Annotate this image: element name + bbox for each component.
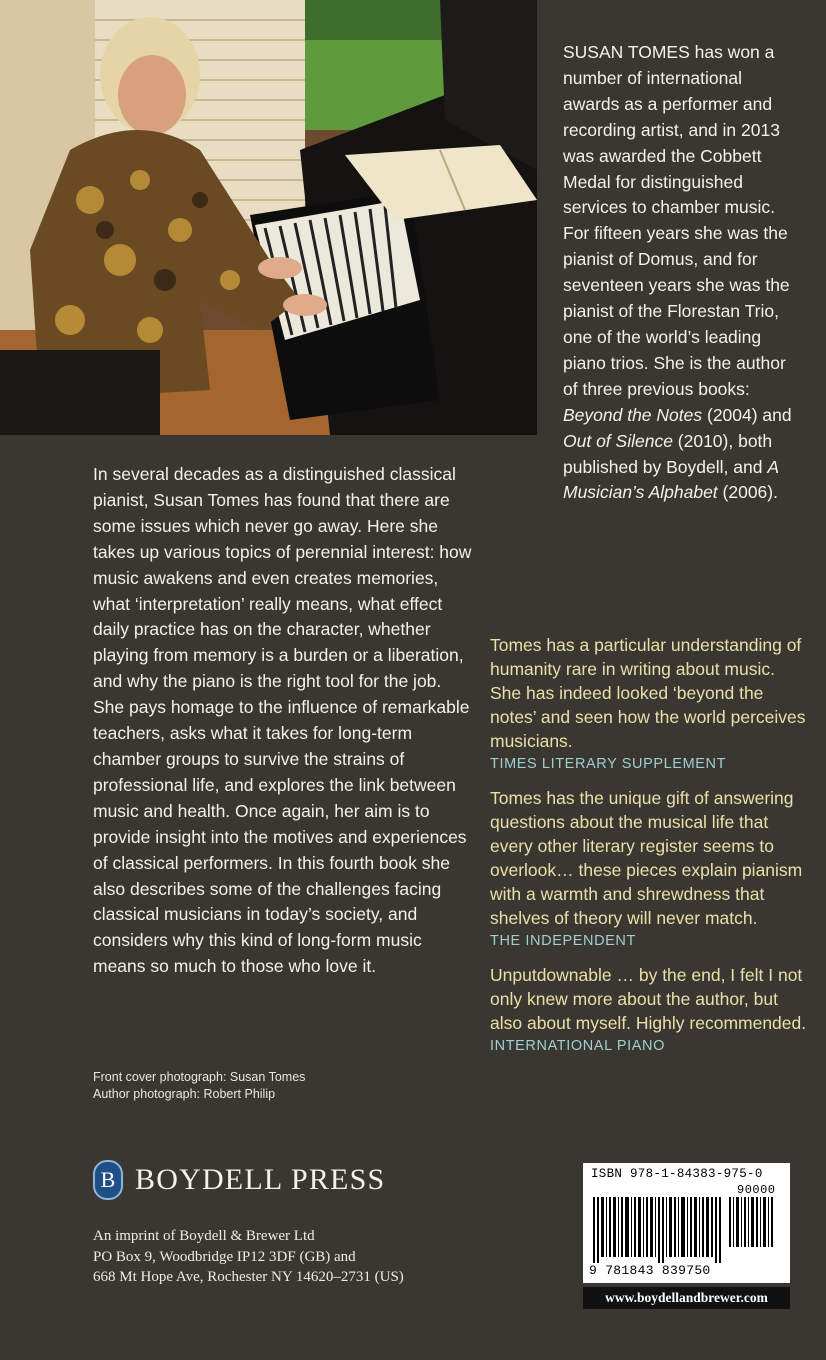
book-blurb: [93, 462, 473, 980]
book-title: Beyond the Notes: [563, 404, 703, 425]
author-bio: [563, 40, 803, 506]
quote-source: THE INDEPENDENT: [490, 933, 636, 949]
bio-text-part: SUSAN TOMES has won a number of international awards as a performer and recording artist, and in 2013 was awarded the Cobbett Medal for distinguished services to chamber music. For fifteen years she was the pianist of Domus, and for seventeen years she was the pianist of the Florestan Trio, one of the world’s leading piano trios. She is the author of three previous books:: [563, 42, 790, 399]
publisher-address: [93, 1226, 513, 1288]
quote-source: TIMES LITERARY SUPPLEMENT: [490, 756, 727, 772]
quote-text: Unputdownable … by the end, I felt I not only knew more about the author, but also about myself. Highly recommended.: [490, 965, 807, 1033]
bio-text-part: (2006).: [717, 482, 778, 503]
review-quotes: [490, 633, 810, 1068]
publisher-logo: [93, 1160, 385, 1200]
address-line: PO Box 9, Woodbridge IP12 3DF (GB) and: [93, 1248, 356, 1265]
book-title: Out of Silence: [563, 430, 673, 451]
bio-text-part: (2004) and: [702, 404, 792, 425]
price-code: 90000: [737, 1183, 776, 1197]
isbn-barcode: [583, 1163, 790, 1283]
review-quote: [490, 963, 810, 1056]
boydell-logo-icon: B: [93, 1160, 123, 1200]
isbn-number: ISBN 978-1-84383-975-0: [591, 1167, 763, 1181]
barcode-icon: [593, 1183, 783, 1263]
publisher-name: BOYDELL PRESS: [135, 1163, 386, 1196]
author-bio-text: [563, 40, 803, 506]
quote-source: INTERNATIONAL PIANO: [490, 1038, 665, 1054]
quote-text: Tomes has a particular understanding of humanity rare in writing about music. She has indeed looked ‘beyond the notes’ and seen how the world perceives musicians.: [490, 635, 806, 751]
review-quote: [490, 786, 810, 951]
ean-number: 9 781843 839750: [589, 1263, 711, 1278]
quote-text: Tomes has the unique gift of answering questions about the musical life that every other literary register seems to overlook… these pieces explain pianism with a warmth and shrewdness that shelves of theory will never match.: [490, 788, 803, 928]
publisher-website: www.boydellandbrewer.com: [583, 1287, 790, 1309]
photo-credits: [93, 1069, 473, 1102]
imprint-line: An imprint of Boydell & Brewer Ltd: [93, 1228, 315, 1244]
book-title: A Musician’s Alphabet: [563, 456, 779, 503]
pianist-photo-icon: [0, 0, 537, 435]
blurb-text: In several decades as a distinguished classical pianist, Susan Tomes has found that there are some issues which never go away. Here she takes up various topics of perennial interest: how music awakens and even creates memories, what ‘interpretation’ really means, what effect daily practice has on the character, whether playing from memory is a burden or a liberation, and why the piano is the right tool for the job. She pays homage to the influence of remarkable teachers, asks what it takes for long-term chamber groups to survive the strains of professional life, and explores the link between music and health. Once again, her aim is to provide insight into the motives and experiences of classical performers. In this fourth book she also describes some of the challenges facing classical musicians in today’s society, and considers why this kind of long-form music means so much to those who love it.: [93, 464, 472, 977]
author-photo: [0, 0, 537, 435]
review-quote: [490, 633, 810, 774]
author-photo-credit: Author photograph: Robert Philip: [93, 1086, 276, 1101]
bio-text-part: (2010), both published by Boydell, and: [563, 430, 773, 477]
front-cover-credit: Front cover photograph: Susan Tomes: [93, 1070, 306, 1084]
address-line: 668 Mt Hope Ave, Rochester NY 14620–2731 (US): [93, 1269, 404, 1285]
